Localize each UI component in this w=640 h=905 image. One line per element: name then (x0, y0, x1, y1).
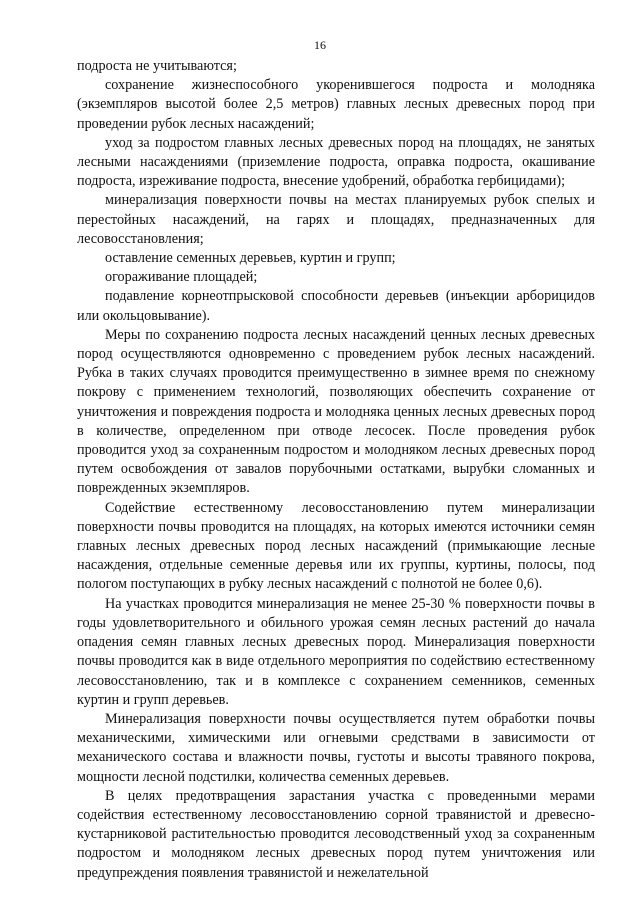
page-number: 16 (314, 38, 326, 52)
paragraph-4: минерализация поверхности почвы на местах планируемых рубок спелых и перестойных насаждений, на гарях и площадях, предназначенных для лесовосстановления; (77, 192, 595, 247)
body-text (77, 57, 595, 883)
paragraph-12: В целях предотвращения зарастания участка с проведенными мерами содействия естественному лесовосстановлению сорной травянистой и древесно-кустарниковой растительностью проводится лесоводственный уход за сохраненным подростом и молодняком лесных древесных пород путем уничтожения или предупреждения появления травянистой и нежелательной (77, 787, 595, 881)
paragraph-10: На участках проводится минерализация не менее 25-30 % поверхности почвы в годы удовлетворительного и обильного урожая семян лесных растений до начала опадения семян главных лесных древесных пород. Минерализация поверхности почвы проводится как в виде отдельного мероприятия по содействию естественному лесовосстановлению, так и в комплексе с сохранением семенников, семенных куртин и групп деревьев. (77, 595, 595, 708)
paragraph-8: Меры по сохранению подроста лесных насаждений ценных лесных древесных пород осуществляются одновременно с проведением рубок лесных насаждений. Рубка в таких случаях проводится преимущественно в зимнее время по снежному покрову с применением технологий, позволяющих обеспечить сохранение от уничтожения и повреждения подроста и молодняка ценных лесных древесных пород в количестве, определенном при отводе лесосек. После проведения рубок проводится уход за сохраненным подростом и молодняком лесных древесных пород путем освобождения от завалов порубочными остатками, вырубки сломанных и поврежденных экземпляров. (77, 326, 595, 497)
paragraph-9: Содействие естественному лесовосстановлению путем минерализации поверхности почвы проводится на площадях, на которых имеются источники семян главных лесных древесных пород лесных насаждений (примыкающие лесные насаждения, отдельные семенные деревья или их группы, куртины, полосы, под пологом поступающих в рубку лесных насаждений с полнотой не более 0,6). (77, 499, 595, 593)
paragraph-11: Минерализация поверхности почвы осуществляется путем обработки почвы механическими, химическими или огневыми средствами в зависимости от механического состава и влажности почвы, густоты и высоты травяного покрова, мощности лесной подстилки, количества семенных деревьев. (77, 710, 595, 785)
paragraph-5: оставление семенных деревьев, куртин и групп; (105, 250, 396, 267)
paragraph-6: огораживание площадей; (105, 269, 258, 286)
paragraph-2: сохранение жизнеспособного укоренившегося подроста и молодняка (экземпляров высотой более 2,5 метров) главных лесных древесных пород при проведении рубок лесных насаждений; (77, 77, 595, 132)
paragraph-3: уход за подростом главных лесных древесных пород на площадях, не занятых лесными насаждениями (приземление подроста, оправка подроста, окашивание подроста, изреживание подроста, внесение удобрений, обработка гербицидами); (77, 134, 595, 190)
paragraph-1: подроста не учитываются; (77, 58, 237, 74)
paragraph-7: подавление корнеотпрысковой способности деревьев (инъекции арборицидов или окольцовывание). (77, 288, 595, 324)
